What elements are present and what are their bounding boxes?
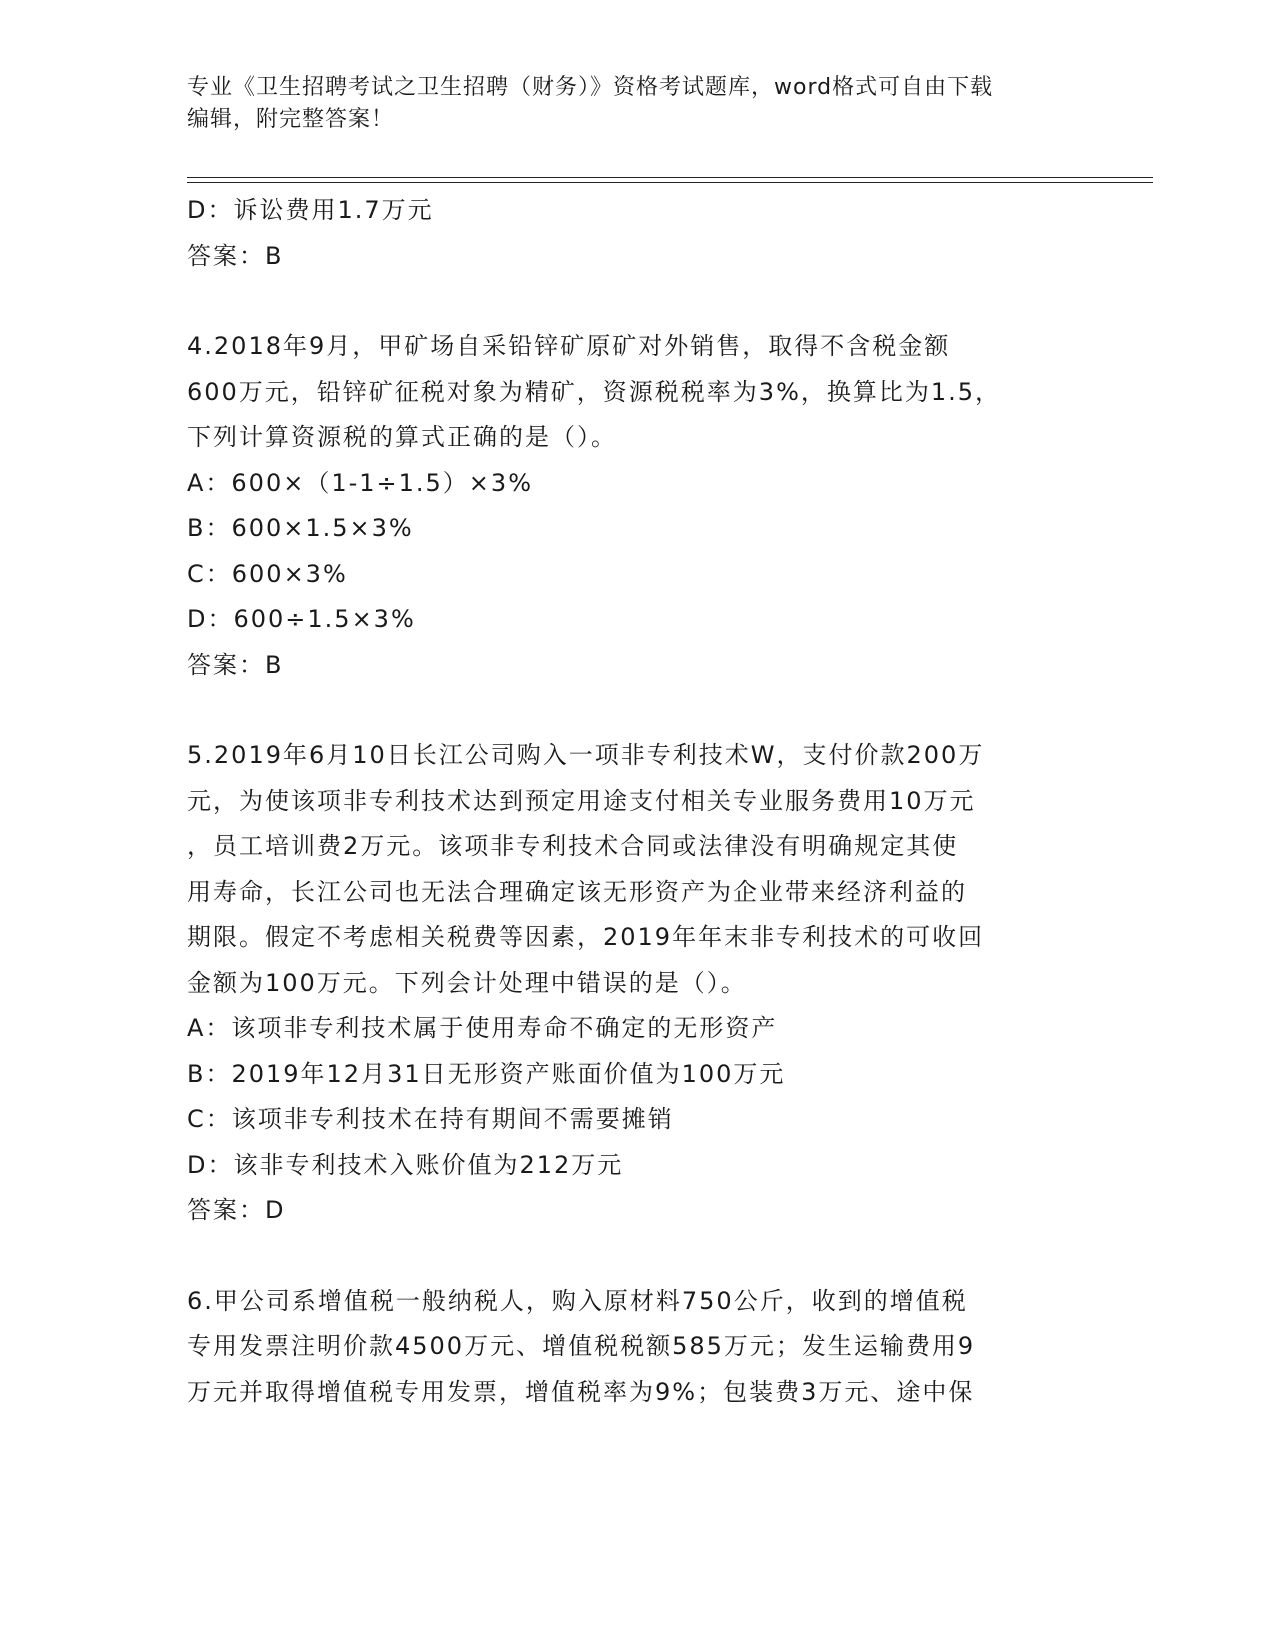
document-header [187, 72, 1067, 136]
question-text-line: 600万元，铅锌矿征税对象为精矿，资源税税率为3%，换算比为1.5， [187, 377, 1002, 406]
question-text-line: 元，为使该项非专利技术达到预定用途支付相关专业服务费用10万元 [187, 786, 976, 815]
header-line-1: 专业《卫生招聘考试之卫生招聘（财务）》资格考试题库，word格式可自由下载 [187, 75, 994, 100]
header-rule-top [187, 177, 1153, 178]
question-text-line: 万元并取得增值税专用发票，增值税率为9%；包装费3万元、途中保 [187, 1377, 975, 1406]
option-b: B：2019年12月31日无形资产账面价值为100万元 [187, 1059, 786, 1088]
header-rule-bottom [187, 182, 1153, 183]
answer: 答案：B [187, 650, 284, 679]
option-a: A：该项非专利技术属于使用寿命不确定的无形资产 [187, 1014, 778, 1042]
question-text-line: 期限。假定不考虑相关税费等因素，2019年年末非专利技术的可收回 [187, 923, 985, 951]
question-4 [187, 324, 1087, 688]
option-d: D：600÷1.5×3% [187, 605, 416, 633]
question-text-line: 5.2019年6月10日长江公司购入一项非专利技术W，支付价款200万 [187, 741, 985, 769]
question-5 [187, 733, 1087, 1234]
header-line-2: 编辑，附完整答案！ [187, 107, 395, 132]
question-text-line: 6.甲公司系增值税一般纳税人，购入原材料750公斤，收到的增值税 [187, 1286, 968, 1315]
option-d: D：该非专利技术入账价值为212万元 [187, 1150, 624, 1179]
question-text-line: 专用发票注明价款4500万元、增值税税额585万元；发生运输费用9 [187, 1332, 976, 1360]
answer: 答案：B [187, 241, 284, 270]
previous-question-tail [187, 188, 1087, 279]
answer: 答案：D [187, 1196, 286, 1224]
option-c: C：该项非专利技术在持有期间不需要摊销 [187, 1105, 674, 1133]
option-d: D：诉讼费用1.7万元 [187, 196, 434, 224]
question-text-line: 4.2018年9月，甲矿场自采铅锌矿原矿对外销售，取得不含税金额 [187, 332, 951, 360]
question-text-line: 金额为100万元。下列会计处理中错误的是（）。 [187, 968, 747, 997]
option-a: A：600×（1-1÷1.5）×3% [187, 468, 533, 497]
question-text-line: 用寿命，长江公司也无法合理确定该无形资产为企业带来经济利益的 [187, 877, 967, 906]
question-6 [187, 1279, 1087, 1416]
option-b: B：600×1.5×3% [187, 514, 414, 542]
document-body [187, 188, 1087, 1415]
question-text-line: 下列计算资源税的算式正确的是（）。 [187, 423, 617, 451]
question-text-line: ，员工培训费2万元。该项非专利技术合同或法律没有明确规定其使 [187, 832, 959, 860]
option-c: C：600×3% [187, 559, 348, 588]
